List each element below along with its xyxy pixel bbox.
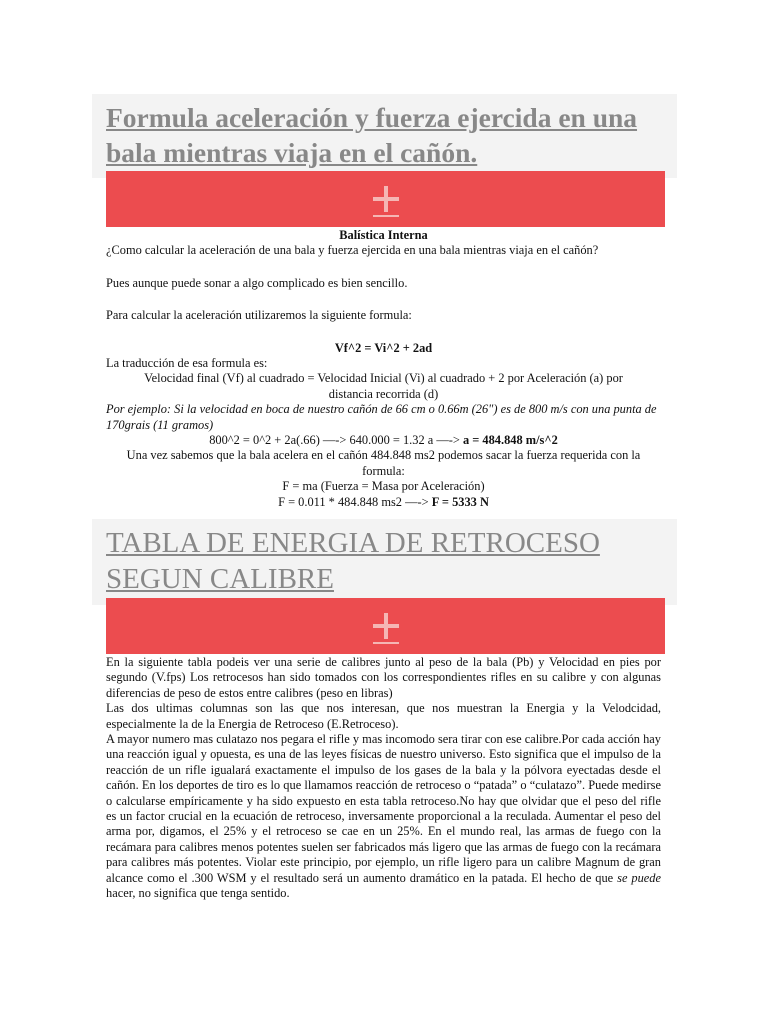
calc-acceleration-result: a = 484.848 m/s^2 — [462, 433, 558, 448]
image-placeholder-2[interactable] — [106, 598, 665, 654]
formula-kinematics: Vf^2 = Vi^2 + 2ad — [334, 340, 433, 355]
paragraph-recoil — [106, 732, 661, 901]
image-placeholder-1[interactable] — [106, 171, 665, 227]
plus-icon — [373, 613, 399, 639]
section-2-body — [106, 655, 661, 902]
paragraph-columns: Las dos ultimas columnas son las que nos interesan, que nos muestran la Energia y la Velodcidad, especialmente la de la Energia de Retroceso (E.Retroceso). — [106, 701, 661, 731]
recoil-text-a: A mayor numero mas culatazo nos pegara el rifle y mas incomodo sera tirar con ese calibre.Por cada acción hay una reacción igual y opuesta, es una de las leyes físicas de nuestro universo. Esto significa que el impulso de la reacción de un rifle igualará exactamente el impulso de los gases de la bala y la pólvora eyectadas — [106, 732, 661, 777]
force-formula: F = ma (Fuerza = Masa por Aceleración) — [282, 479, 485, 494]
force-intro: Una vez sabemos que la bala acelera en el cañón 484.848 ms2 podemos sacar la fuerza requerida con la formula: — [126, 448, 641, 478]
plus-icon — [373, 186, 399, 212]
section-1-body — [106, 228, 661, 510]
calc-acceleration — [106, 433, 661, 448]
calc-acceleration-steps: 800^2 = 0^2 + 2a(.66) —-> 640.000 = 1.32 a —-> — [209, 433, 463, 448]
paragraph-table-intro: En la siguiente tabla podeis ver una serie de calibres junto al peso de la bala (Pb) y Velocidad en pies por segundo (V.fps) Los retrocesos han sido tomados con los correspondientes rifles en su calibre y con algunas diferencias de peso de estos entre calibres (peso en libras) — [106, 655, 661, 700]
section-title-acceleration[interactable]: Formula aceleración y fuerza ejercida en una bala mientras viaja en el cañón. — [106, 102, 638, 168]
section-title-recoil-table[interactable]: TABLA DE ENERGIA DE RETROCESO SEGUN CALIBRE — [106, 527, 600, 595]
recoil-text-italic: se puede — [617, 870, 661, 885]
recoil-text-d: hacer, no significa que tenga sentido. — [106, 886, 290, 901]
calc-force-result: F = 5333 N — [431, 494, 489, 509]
example-text: Por ejemplo: Si la velocidad en boca de nuestro cañón de 66 cm o 0.66m (26") es de 800 m/s con una punta de 170grais (11 gramos) — [106, 402, 657, 432]
paragraph-formula-intro: Para calcular la aceleración utilizaremos la siguiente formula: — [106, 308, 412, 323]
recoil-text-c: No hay que olvidar que el peso del rifle es un factor crucial en la ecuación de retroceso, inversamente proporcional a la reculada. Aumentar el peso del arma por, digamos, el 25% y el retroceso se cae en un 25%. En el mundo real, las armas de fuego con la recámara para calibres menos potentes suelen ser fabricados más ligero que las armas de fuego con la recámara para calibres más potentes. Violar este principio, por ejemplo, un rifle ligero para un calibre Magnum de gran alcance como el .300 WSM y el resultado será un aumento dramático en la patada. El hecho de que — [106, 793, 662, 885]
translation-intro: La traducción de esa formula es: — [106, 356, 268, 371]
paragraph-simple: Pues aunque puede sonar a algo complicado es bien sencillo. — [106, 275, 408, 290]
calc-force — [106, 495, 661, 510]
calc-force-steps: F = 0.011 * 484.848 ms2 —-> — [278, 494, 432, 509]
translation-text: Velocidad final (Vf) al cuadrado = Velocidad Inicial (Vi) al cuadrado + 2 por Aceleración (a) por distancia recorrida (d) — [144, 371, 623, 401]
image-caption: Balística Interna — [339, 228, 428, 242]
recoil-text-b: desde el cañón. En los deportes de tiro es lo que llamamos reacción de retroceso o “patada” o “culatazo”. Puede medirse o calcularse empíricamente y ha sido expuesto en esta tabla retroceso. — [106, 762, 661, 808]
heading-block-2 — [92, 519, 677, 605]
heading-block-1 — [92, 94, 677, 178]
question-text: ¿Como calcular la aceleración de una bala y fuerza ejercida en una bala mientras viaja en el cañón? — [106, 243, 599, 258]
